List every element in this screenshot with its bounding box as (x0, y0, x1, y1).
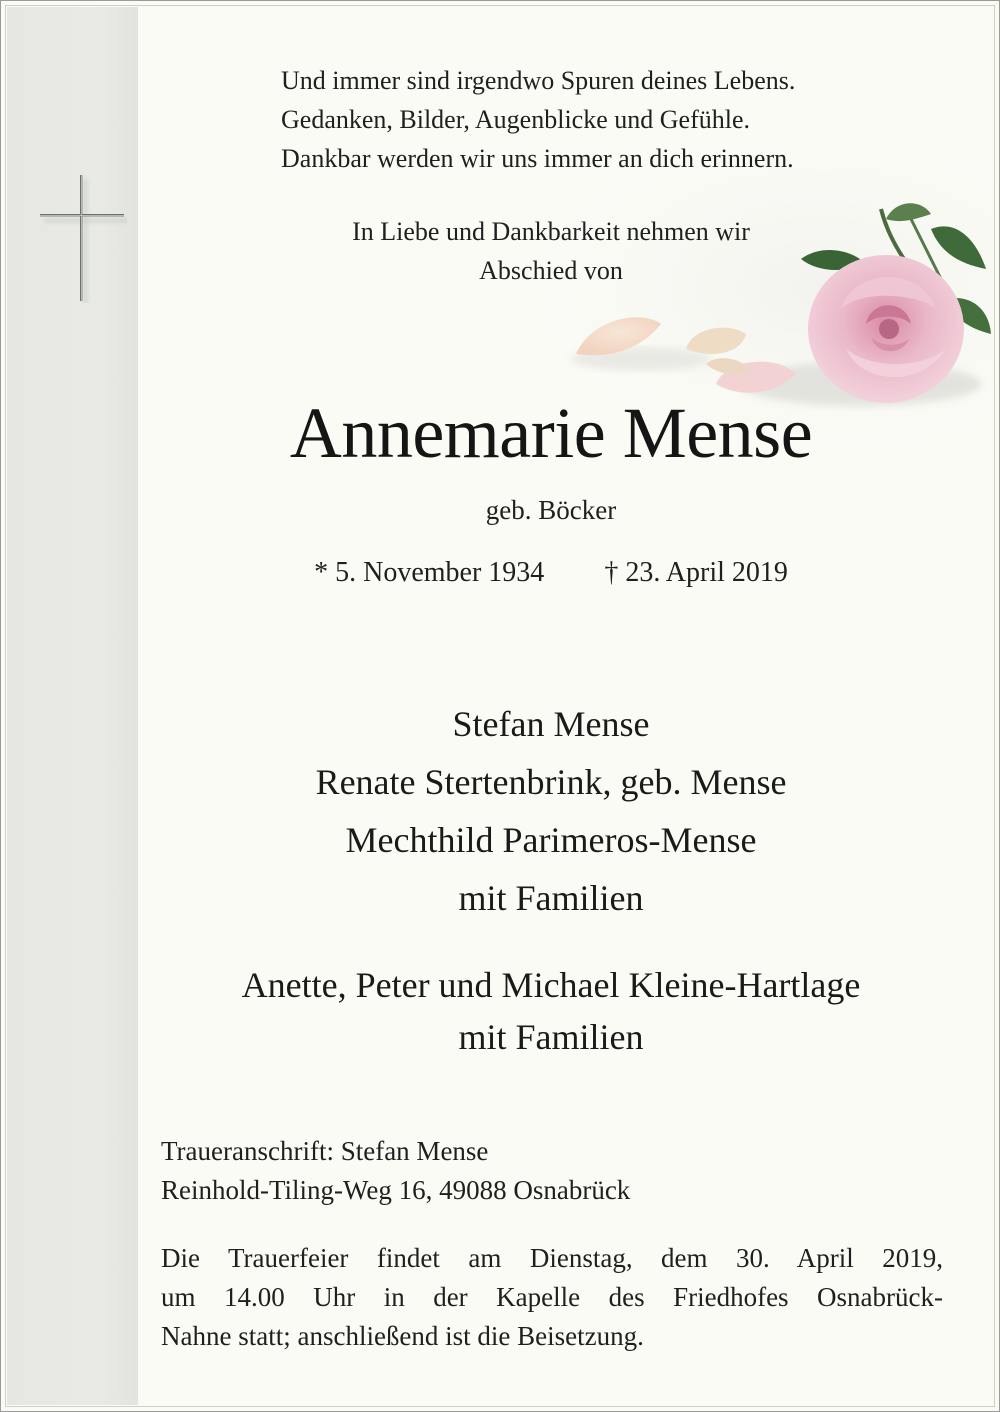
mourner-line: mit Familien (458, 878, 644, 918)
mourner-line: Stefan Mense (452, 704, 650, 744)
death-date: † 23. April 2019 (604, 557, 788, 588)
mourner-line: Renate Stertenbrink, geb. Mense (315, 762, 787, 802)
mourners-group-1 (139, 695, 963, 927)
deceased-name: Annemarie Mense (289, 393, 813, 473)
mourning-address (161, 1132, 961, 1210)
memorial-verse (281, 61, 961, 178)
mourner-line: mit Familien (458, 1017, 644, 1057)
farewell-line-1: In Liebe und Dankbarkeit nehmen wir (352, 217, 750, 246)
ceremony-line-3: Nahne statt; anschließend ist die Beisetzung. (161, 1321, 644, 1351)
address-line-2: Reinhold-Tiling-Weg 16, 49088 Osnabrück (161, 1175, 631, 1205)
mourners-group-2 (139, 959, 963, 1063)
mourner-line: Mechthild Parimeros-Mense (345, 820, 757, 860)
left-sidebar-band (7, 7, 138, 1405)
ceremony-line-1: Die Trauerfeier findet am Dienstag, dem 30. April 2019, (161, 1243, 943, 1273)
verse-line-1: Und immer sind irgendwo Spuren deines Lebens. (281, 66, 796, 95)
farewell-text (251, 212, 851, 290)
birth-date: * 5. November 1934 (314, 557, 545, 588)
verse-line-3: Dankbar werden wir uns immer an dich erinnern. (281, 144, 794, 173)
address-line-1: Traueranschrift: Stefan Mense (161, 1136, 489, 1166)
ceremony-info (161, 1239, 943, 1356)
birth-name: geb. Böcker (485, 495, 617, 525)
life-dates (139, 553, 963, 593)
ceremony-line-2: um 14.00 Uhr in der Kapelle des Friedhofes Osnabrück- (161, 1282, 943, 1312)
farewell-line-2: Abschied von (479, 256, 623, 285)
verse-line-2: Gedanken, Bilder, Augenblicke und Gefühle. (281, 105, 750, 134)
mourner-line: Anette, Peter und Michael Kleine-Hartlage (241, 965, 861, 1005)
cross-icon (37, 173, 127, 303)
